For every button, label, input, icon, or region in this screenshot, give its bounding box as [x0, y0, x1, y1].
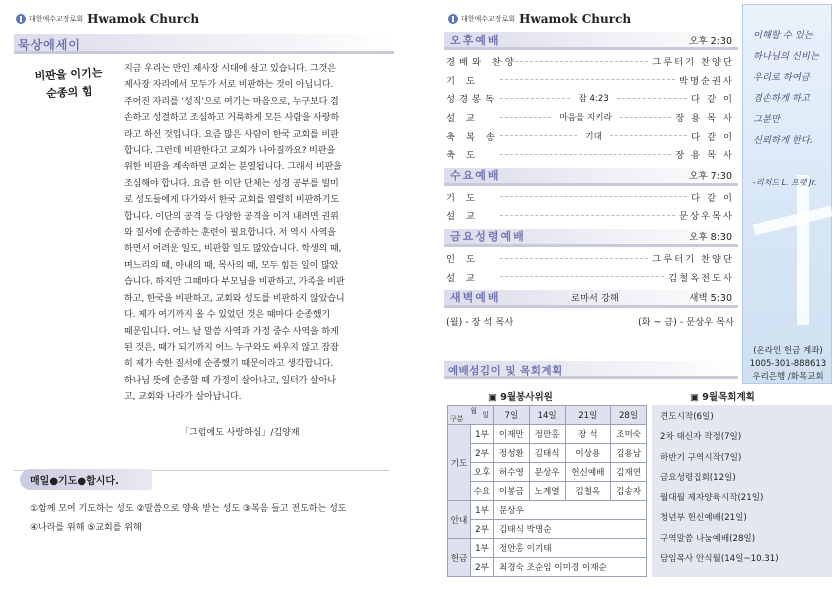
essay-body: [124, 61, 386, 406]
sunday-pm-time: 오후 2:30: [689, 35, 732, 47]
table-cell: 최경숙 조순임 이미경 이재순: [494, 558, 647, 577]
calligraphy-title: [23, 64, 115, 105]
section-title: 묵상에세이: [18, 38, 81, 52]
essay-line: 조심해야 합니다. 요즘 한 이단 단체는 성경 공부를 빌미: [124, 178, 339, 189]
essay-line: 하고, 한국을 비판하고, 교회와 성도를 비판하지 않았습니: [124, 293, 345, 304]
cross-icon: [16, 14, 26, 24]
wednesday-title: 수요예배: [450, 169, 501, 183]
role-label: 성경봉독: [446, 94, 498, 106]
essay-line: 때문입니다. 어느 날 말씀 사역과 가정 중수 사역을 하게: [124, 326, 339, 337]
dotted-leader: [500, 154, 671, 155]
role-label: 기 도: [446, 192, 479, 204]
table-row: [448, 482, 647, 501]
table-cell: 김송자: [611, 482, 647, 501]
role-person: 다 같 이: [691, 192, 734, 204]
offering-account: [745, 345, 831, 384]
essay-line: 하나님 뜻에 순종할 때 가정이 살아나고, 일터가 살아나: [124, 375, 336, 386]
essay-line: 다. 제가 여기까지 올 수 있었던 것은 때마다 순종했기: [124, 310, 330, 321]
sunday_pm-row: [444, 89, 738, 108]
table-cell: 조미숙: [611, 425, 647, 444]
essay-line: 로 성도들에게 다가와서 한국 교회를 열렬히 비판하기도: [124, 195, 340, 206]
sub-label: 2부: [471, 444, 494, 463]
plan-item: 담임목사 안식월(14일~10.31): [660, 554, 779, 565]
dotted-leader: [500, 135, 577, 136]
dotted-leader: [617, 98, 687, 99]
brand-name: Hwamok Church: [87, 12, 200, 26]
table-corner: [448, 406, 494, 425]
role-person: 다 같 이: [691, 131, 734, 143]
wednesday-time: 오후 7:30: [689, 171, 732, 183]
dotted-leader: [500, 215, 675, 216]
essay-line: 된 것은, 때가 되기까지 어느 누구와도 싸우지 않고 잠잠: [124, 342, 339, 353]
role-detail: 마음을 지키라: [555, 111, 616, 123]
sub-label: 1부: [471, 501, 494, 520]
essay-line: 습니다. 하지만 그때마다 부모님을 비판하고, 가족을 비판: [124, 277, 345, 288]
friday-time: 오후 8:30: [689, 232, 732, 244]
role-person: 문상우목사: [679, 211, 734, 223]
friday-row: [444, 267, 738, 286]
date-header: 14일: [529, 406, 565, 425]
role-person: 장 용 목 사: [675, 150, 734, 162]
group-label: 헌금: [448, 539, 471, 577]
calendar-icon: ▣: [488, 392, 497, 403]
wednesday-header: [444, 168, 738, 186]
brand-small: 대한예수교장로회: [461, 15, 516, 23]
table-cell: 문상우: [494, 501, 647, 520]
sub-label: 2부: [471, 558, 494, 577]
essay-line: 합니다. 그런데 비판한다고 교회가 나아질까요? 비판을: [124, 146, 336, 157]
prayer-banner: 매일●기도●합시다.: [20, 469, 152, 490]
table-row: [448, 539, 647, 558]
friday-title: 금요성령예배: [450, 230, 526, 244]
role-person: 그루터기 찬양단: [652, 254, 734, 266]
wednesday-row: [444, 206, 738, 225]
essay-line: 며느리의 때, 아내의 때, 목사의 때, 모두 힘든 일이 많았: [124, 260, 339, 271]
friday-rows: [444, 249, 738, 286]
corner-month: 월: [470, 407, 477, 415]
dawn-leader-tue-fri: (화 ~ 금) - 문상우 목사: [637, 316, 734, 328]
table-cell: 이봉금: [494, 482, 530, 501]
cross-vertical: [797, 175, 809, 325]
table-cell: 이재만: [494, 425, 530, 444]
essay-line: 위한 비판을 계속하면 교회는 분열됩니다. 그래서 비판을: [124, 162, 342, 173]
essay-line: 제사장 자리에서 모두가 서로 비판하는 것이 아닙니다.: [124, 80, 334, 91]
table-cell: 허수영: [494, 463, 530, 482]
calligraphy-line-2: 순종의 힘: [45, 84, 93, 101]
plan-list: [652, 405, 832, 577]
role-label: 설 교: [446, 211, 479, 223]
calendar-icon: ▣: [690, 392, 699, 403]
wednesday-row: [444, 188, 738, 207]
essay-line: 고, 교회와 나라가 살아납니다.: [124, 392, 242, 403]
table-cell: 헌신예배: [565, 463, 611, 482]
sunday_pm-row: [444, 145, 738, 164]
role-label: 축 복 송: [446, 131, 499, 143]
table-cell: 노계열: [529, 482, 565, 501]
essay-line: 손하고 성결하고 조심하고 거룩하게 모든 사람을 사랑하: [124, 113, 340, 124]
brand-small: 대한예수교장로회: [29, 15, 84, 23]
dotted-leader: [610, 135, 687, 136]
friday-row: [444, 249, 738, 268]
plan-heading: ▣ 9월목회계획: [690, 392, 755, 403]
plan-item: 월대월 제자양육시작(21일): [660, 493, 764, 504]
table-cell: 김용남: [611, 444, 647, 463]
dawn-title: 새벽예배: [450, 291, 501, 305]
essay-line: 지금 우리는 만인 제사장 시대에 살고 있습니다. 그것은: [124, 64, 336, 74]
quote-text: [753, 25, 833, 193]
role-label: 설 교: [446, 272, 479, 284]
duty-table: [447, 405, 647, 577]
role-person: 장 용 목 사: [675, 113, 734, 125]
sunday_pm-row: [444, 108, 738, 127]
role-label: 인 도: [446, 254, 479, 266]
table-row: [448, 501, 647, 520]
role-person: 그루터기 찬양단: [652, 57, 734, 69]
quote-line: 이해할 수 있는: [753, 30, 813, 41]
brand-name: Hwamok Church: [519, 12, 632, 26]
role-person: 박명순권사: [679, 75, 734, 87]
meditation-header: [14, 34, 394, 54]
duty-section-title: 예배섬김이 및 목회계획: [448, 365, 563, 377]
role-label: 축 도: [446, 150, 479, 162]
prayer-items-line-2: ④나라를 위해 ⑤교회를 위해: [30, 523, 142, 533]
role-detail: 잠 4:23: [574, 92, 612, 104]
dawn-header: [444, 290, 738, 308]
plan-item: 청년부 헌신예배(21일): [660, 513, 747, 524]
calligraphy-line-1: 비판을 이기는: [34, 66, 103, 83]
group-label: 기도: [448, 425, 471, 501]
sunday_pm-row: [444, 126, 738, 145]
role-label: 경배와 찬양: [446, 57, 518, 69]
quote-line: -리처드 L. 프랫 Jr.: [753, 178, 817, 187]
sunday-pm-header: [444, 32, 738, 50]
date-header: 7일: [494, 406, 530, 425]
table-row: [448, 463, 647, 482]
table-row: [448, 520, 647, 539]
role-person: 다 같 이: [691, 94, 735, 106]
table-cell: 정안홍 이기태: [494, 539, 647, 558]
table-row: [448, 444, 647, 463]
role-person: 김철옥전도사: [668, 272, 734, 284]
essay-line: 라고 하신 것입니다. 요즘 많은 사람이 한국 교회를 비판: [124, 129, 339, 140]
sub-label: 1부: [471, 539, 494, 558]
sunday-pm-rows: [444, 52, 738, 164]
dotted-leader: [500, 276, 664, 277]
corner-category: 구분: [450, 415, 464, 423]
quote-line: [753, 151, 833, 172]
role-detail: 기대: [581, 130, 606, 142]
sunday_pm-row: [444, 71, 738, 90]
quote-line: 신뢰하게 한다.: [753, 135, 813, 146]
table-row: [448, 558, 647, 577]
wednesday-rows: [444, 188, 738, 225]
plan-item: 구역말씀 나눔예배(28일): [660, 533, 756, 544]
dotted-leader: [500, 61, 648, 62]
dotted-leader: [500, 196, 687, 197]
church-logo: [16, 12, 199, 26]
dotted-leader: [500, 117, 551, 118]
quote-line: 그분만: [753, 114, 780, 125]
friday-header: [444, 229, 738, 247]
account-line: (온라인 헌금 계좌): [753, 346, 823, 356]
plan-item: 금요성령집회(12일): [660, 472, 736, 483]
dotted-leader: [500, 258, 648, 259]
table-cell: 김재연: [611, 463, 647, 482]
quote-line: 우리로 하여금: [753, 72, 810, 83]
table-cell: 김태식 박명순: [494, 520, 647, 539]
quote-panel: [742, 4, 832, 384]
table-cell: 김태식: [529, 444, 565, 463]
sub-label: 수요: [471, 482, 494, 501]
dawn-leader-mon: (월) - 장 석 목사: [446, 316, 514, 328]
table-cell: 정성환: [494, 444, 530, 463]
duty-header: [444, 361, 738, 379]
sunday_pm-row: [444, 52, 738, 71]
essay-line: 와 질서에 순종하는 훈련이 필요합니다. 저 역시 사역을: [124, 228, 336, 239]
table-cell: 김철옥: [565, 482, 611, 501]
quote-line: 하나님의 신비는: [753, 51, 819, 62]
essay-line: 히 제가 속한 질서에 순종했기 때문이라고 생각합니다.: [124, 359, 334, 370]
dotted-leader: [500, 98, 570, 99]
plan-item: 2차 태신자 작정(7일): [660, 432, 742, 443]
cross-horizontal: [753, 205, 833, 235]
table-cell: 문상우: [529, 463, 565, 482]
essay-source: 「그럼에도 사랑하심」/김양재: [180, 428, 300, 438]
dawn-time: 새벽 5:30: [689, 293, 732, 305]
essay-line: 합니다. 이단의 공격 등 다양한 공격을 이겨 내려면 권위: [124, 211, 339, 222]
plan-item: 견도시작(6일): [660, 412, 714, 422]
church-logo-right: [448, 12, 631, 26]
account-line: 우리은행 /화목교회: [752, 372, 824, 382]
cross-icon: [448, 14, 458, 24]
table-cell: 정만홍: [529, 425, 565, 444]
role-label: 기 도: [446, 75, 479, 87]
table-cell: 이상용: [565, 444, 611, 463]
essay-line: 하면서 어려운 일도, 비판할 일도 많았습니다. 학생의 때,: [124, 244, 342, 255]
services-block: [444, 32, 738, 328]
group-label: 안내: [448, 501, 471, 539]
plan-item: 하반기 구역시작(7일): [660, 452, 742, 463]
dawn-leaders: [444, 308, 738, 328]
table-header-row: [448, 406, 647, 425]
sub-label: 2부: [471, 520, 494, 539]
account-line: 1005-301-888613: [749, 359, 827, 369]
sub-label: 오후: [471, 463, 494, 482]
dotted-leader: [500, 79, 675, 80]
duty-heading: ▣ 9월봉사위원: [488, 392, 553, 403]
date-header: 21일: [565, 406, 611, 425]
date-header: 28일: [611, 406, 647, 425]
dotted-leader: [620, 117, 671, 118]
quote-line: 겸손하게 하고: [753, 93, 810, 104]
table-row: [448, 425, 647, 444]
table-cell: 장 석: [565, 425, 611, 444]
corner-day: 일: [482, 411, 489, 419]
sunday-pm-title: 오후예배: [450, 33, 501, 47]
prayer-items-line-1: ①함께 모여 기도하는 성도 ②말씀으로 양육 받는 성도 ③복음 들고 전도하는 성도: [30, 504, 347, 514]
essay-line: 주어진 자리를 ‘성직’으로 여기는 마음으로, 누구보다 겸: [124, 96, 339, 107]
dawn-book: 로마서 강해: [570, 293, 619, 305]
sub-label: 1부: [471, 425, 494, 444]
role-label: 설 교: [446, 113, 479, 125]
